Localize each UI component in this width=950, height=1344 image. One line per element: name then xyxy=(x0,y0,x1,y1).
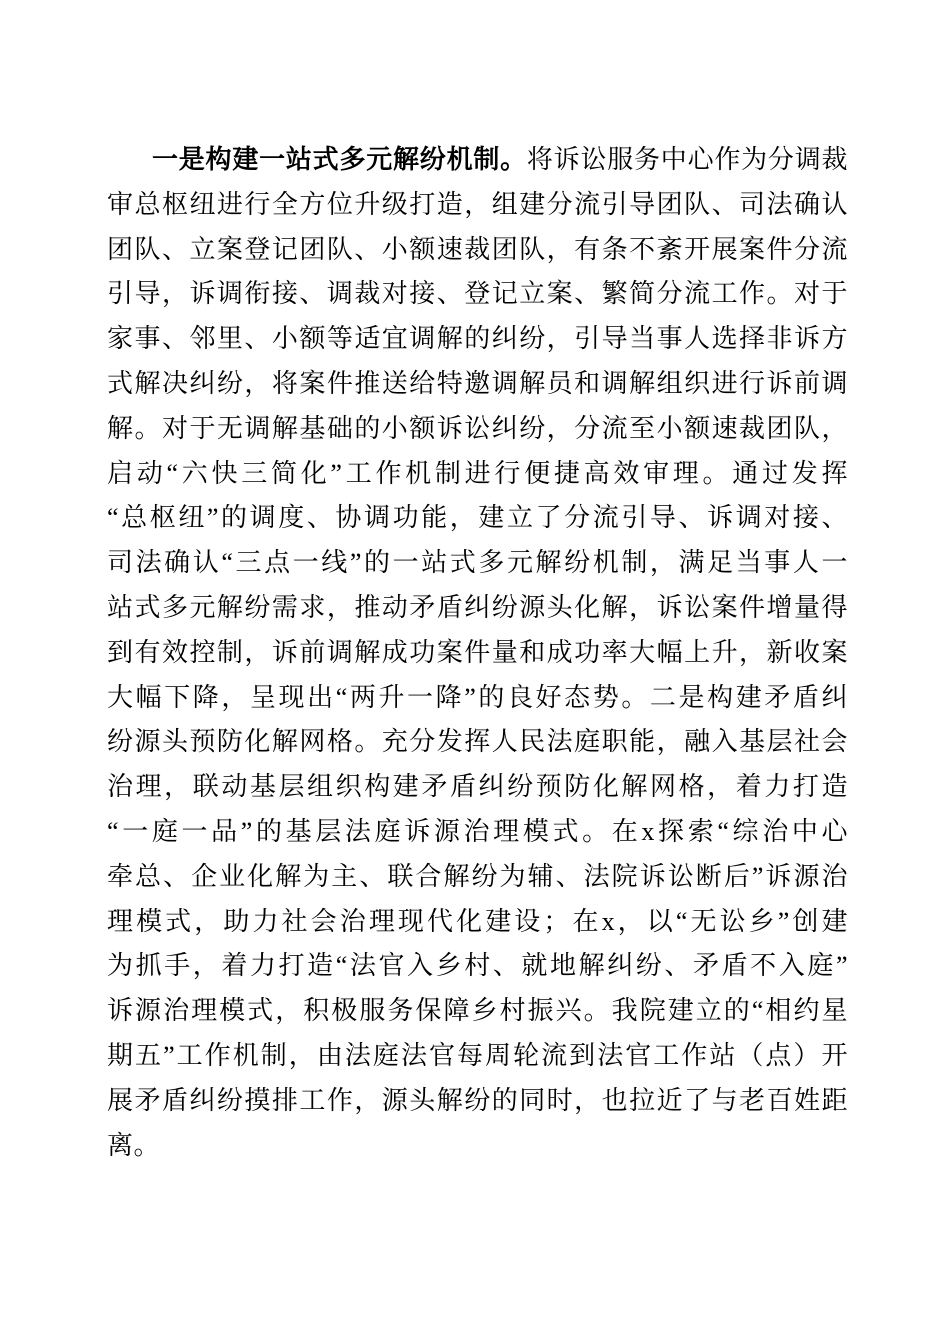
text-line: 启动“六快三简化”工作机制进行便捷高效审理。通过发挥 xyxy=(107,458,848,488)
text-line: 到有效控制，诉前调解成功案件量和成功率大幅上升，新收案 xyxy=(107,637,848,667)
text-line: 审总枢纽进行全方位升级打造，组建分流引导团队、司法确认 xyxy=(107,189,848,219)
text-line: 展矛盾纠纷摸排工作，源头解纷的同时，也拉近了与老百姓距 xyxy=(107,1085,848,1115)
text-line: 团队、立案登记团队、小额速裁团队，有条不紊开展案件分流 xyxy=(107,234,848,264)
text-line: 期五”工作机制，由法庭法官每周轮流到法官工作站（点）开 xyxy=(107,1040,848,1070)
text-line: 引导，诉调衔接、调裁对接、登记立案、繁简分流工作。对于 xyxy=(107,279,848,309)
text-line: 离。 xyxy=(107,1130,161,1160)
bold-lead-in: 一是构建一站式多元解纷机制。 xyxy=(152,145,527,174)
text-line: “一庭一品”的基层法庭诉源治理模式。在x探索“综治中心 xyxy=(107,816,848,846)
text-segment: 将诉讼服务中心作为分调裁 xyxy=(526,145,848,174)
text-line: 司法确认“三点一线”的一站式多元解纷机制，满足当事人一 xyxy=(107,548,848,578)
text-line: 家事、邻里、小额等适宜调解的纠纷，引导当事人选择非诉方 xyxy=(107,324,848,354)
text-line: 式解决纠纷，将案件推送给特邀调解员和调解组织进行诉前调 xyxy=(107,368,848,398)
text-line: “总枢纽”的调度、协调功能，建立了分流引导、诉调对接、 xyxy=(107,503,848,533)
text-line: 理模式，助力社会治理现代化建设；在x，以“无讼乡”创建 xyxy=(107,906,848,936)
text-line: 站式多元解纷需求，推动矛盾纠纷源头化解，诉讼案件增量得 xyxy=(107,592,848,622)
text-line: 牵总、企业化解为主、联合解纷为辅、法院诉讼断后”诉源治 xyxy=(107,861,848,891)
text-line: 治理，联动基层组织构建矛盾纠纷预防化解网格，着力打造 xyxy=(107,772,848,802)
text-line: 大幅下降，呈现出“两升一降”的良好态势。二是构建矛盾纠 xyxy=(107,682,848,712)
document-body xyxy=(107,138,848,1168)
text-line xyxy=(107,138,848,183)
text-line: 纷源头预防化解网格。充分发挥人民法庭职能，融入基层社会 xyxy=(107,727,848,757)
text-line: 为抓手，着力打造“法官入乡村、就地解纠纷、矛盾不入庭” xyxy=(107,951,848,981)
text-line: 诉源治理模式，积极服务保障乡村振兴。我院建立的“相约星 xyxy=(107,996,848,1026)
text-line: 解。对于无调解基础的小额诉讼纠纷，分流至小额速裁团队， xyxy=(107,413,848,443)
